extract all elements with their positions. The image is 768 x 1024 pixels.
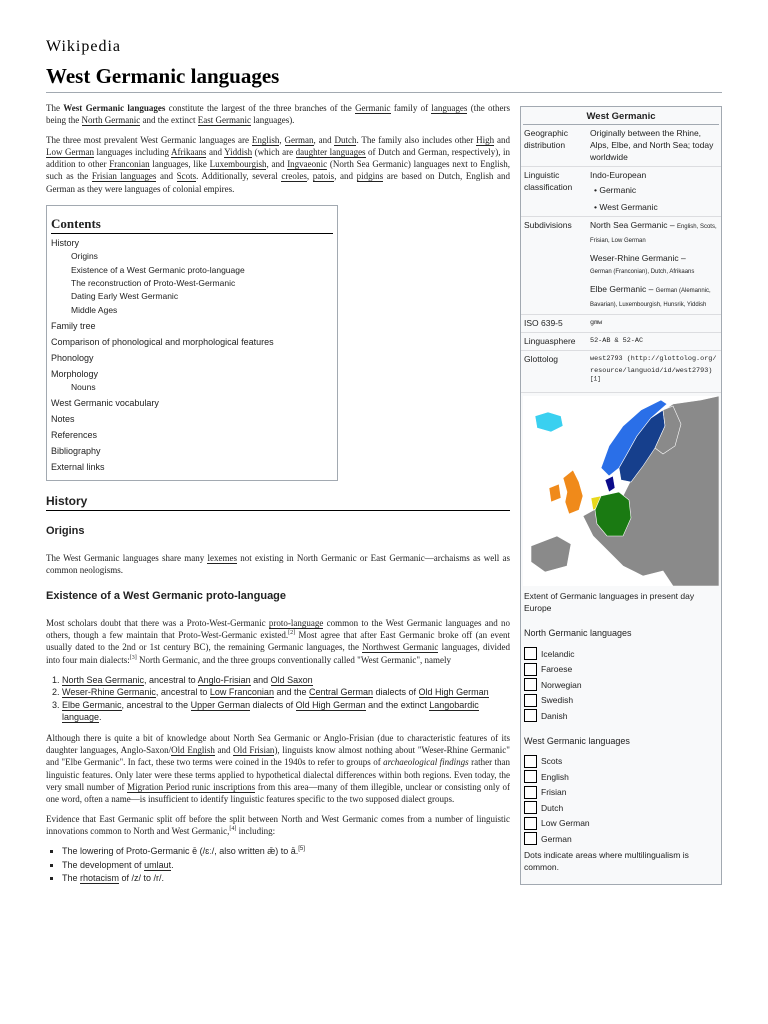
- link-pidgins[interactable]: pidgins: [356, 171, 384, 182]
- legend-swatch: [524, 817, 537, 830]
- legend-item: German: [521, 831, 721, 847]
- infobox-row-geography: [521, 125, 721, 167]
- innovation-list: [46, 845, 510, 886]
- infobox-label: Linguasphere: [524, 336, 576, 346]
- infobox-value: [590, 169, 718, 213]
- legend-item: Low German: [521, 816, 721, 832]
- infobox-label: Subdivisions: [524, 220, 572, 230]
- link-rhotacism[interactable]: rhotacism: [80, 873, 120, 884]
- link-old-frisian[interactable]: Old Frisian: [233, 745, 275, 756]
- toc-subitem[interactable]: The reconstruction of Proto-West-Germanic: [71, 277, 236, 288]
- link-old-saxon[interactable]: Old Saxon: [270, 674, 313, 685]
- infobox-row-glottolog: [521, 351, 721, 393]
- link-frisian-languages[interactable]: Frisian languages: [91, 171, 157, 182]
- link-franconian[interactable]: Franconian: [109, 159, 150, 170]
- legend-item: Icelandic: [521, 646, 721, 662]
- legend-swatch: [524, 694, 537, 707]
- infobox-row-subdivisions: [521, 217, 721, 315]
- existence-paragraph-3: Evidence that East Germanic split off before the split between North and West Germanic comes from a number of linguistic innovations common to North and West Germanic,[4] including:: [46, 813, 510, 836]
- toc-item[interactable]: Family tree: [51, 320, 96, 331]
- link-germanic[interactable]: • Germanic: [594, 185, 637, 195]
- section-heading-existence: Existence of a West Germanic proto-language: [46, 590, 287, 603]
- toc-item[interactable]: References: [51, 430, 98, 441]
- article-body: [46, 102, 510, 886]
- toc-item[interactable]: Morphology: [51, 368, 99, 379]
- infobox-value: [590, 219, 718, 311]
- legend-item: Faroese: [521, 662, 721, 678]
- legend-west: [521, 754, 721, 847]
- existence-paragraph-1: Most scholars doubt that there was a Proto-West-Germanic proto-language common to the West Germanic languages and no others, though a few maintain that Proto-West-Germanic existed.[2] Most agree that after East Germanic broke off (an event usually dated to the 2nd or 1st century BC), the remaining Germanic languages, the Northwest Germanic languages, divided into four main dialects:[3] North Germanic, and the three groups conventionally called "West Germanic", namely: [46, 617, 511, 665]
- legend-item: Danish: [521, 708, 721, 724]
- subdivision-weser-rhine[interactable]: Weser-Rhine Germanic – German (Franconian), Dutch, Afrikaans: [590, 253, 695, 275]
- legend-swatch: [524, 832, 537, 845]
- reference-3[interactable]: [3]: [129, 654, 137, 661]
- link-languages[interactable]: languages: [431, 103, 468, 113]
- list-item: 2. Weser-Rhine Germanic, ancestral to Low Franconian and the Central German dialects of Old High German: [62, 686, 510, 699]
- legend-item: Scots: [521, 754, 721, 770]
- list-item: ▪ The development of umlaut.: [62, 859, 510, 873]
- infobox: [520, 106, 722, 885]
- toc-item[interactable]: Notes: [51, 414, 75, 425]
- link-weser-rhine-germanic[interactable]: Weser-Rhine Germanic: [62, 687, 156, 698]
- intro-paragraph-2: The three most prevalent West Germanic languages are English, German, and Dutch. The family also includes other High and Low German languages including Afrikaans and Yiddish (which are daughter languages of Dutch and German, respectively), in addition to other Franconian languages, like Luxembourgish, and Ingvaeonic (North Sea Germanic) languages next to English, such as the Frisian languages and Scots. Additionally, several creoles, patois, and pidgins are based on Dutch, English and German as they were languages of colonial empires.: [46, 134, 511, 194]
- link-low-german[interactable]: Low German: [46, 146, 94, 157]
- link-old-english[interactable]: Old English: [171, 745, 215, 756]
- link-umlaut[interactable]: umlaut: [144, 859, 172, 870]
- reference-5[interactable]: [5]: [298, 846, 305, 853]
- toc-item[interactable]: External links: [51, 462, 105, 473]
- link-proto-language[interactable]: proto-language: [268, 617, 324, 628]
- intro-paragraph-1: The West Germanic languages constitute the largest of the three branches of the Germanic family of languages (the others being the North Germanic and the extinct East Germanic languages).: [46, 103, 510, 126]
- link-anglo-frisian[interactable]: Anglo-Frisian: [197, 674, 251, 685]
- infobox-label: Glottolog: [524, 354, 559, 364]
- title-divider: [46, 92, 722, 93]
- link-germanic[interactable]: Germanic: [355, 103, 391, 113]
- legend-footnote: Dots indicate areas where multilingualism is common.: [524, 849, 689, 872]
- toc-subitem[interactable]: Middle Ages: [71, 304, 118, 315]
- link-migration-period-runic-inscriptions[interactable]: Migration Period runic inscriptions: [127, 782, 256, 793]
- link-dutch[interactable]: Dutch: [334, 134, 357, 145]
- table-of-contents: [46, 205, 338, 481]
- toc-item[interactable]: Comparison of phonological and morphological features: [51, 336, 274, 347]
- infobox-label: Geographic distribution: [524, 128, 568, 150]
- toc-item[interactable]: Phonology: [51, 352, 94, 363]
- legend-item: Dutch: [521, 800, 721, 816]
- legend-swatch: [524, 801, 537, 814]
- dialect-list: [46, 674, 510, 724]
- list-item: 1. North Sea Germanic, ancestral to Anglo-Frisian and Old Saxon: [62, 674, 510, 687]
- reference-4[interactable]: [4]: [229, 825, 237, 832]
- subdivision-elbe[interactable]: Elbe Germanic – German (Alemannic, Bavarian), Luxembourgish, Hunsrik, Yiddish: [590, 284, 711, 308]
- link-daughter-languages[interactable]: daughter languages: [295, 146, 366, 157]
- infobox-row-iso: [521, 315, 721, 333]
- link-west-germanic[interactable]: • West Germanic: [594, 202, 658, 212]
- list-item: 3. Elbe Germanic, ancestral to the Upper German dialects of Old High German and the extinct Langobardic language.: [62, 699, 510, 724]
- legend-item: Frisian: [521, 785, 721, 801]
- legend-swatch: [524, 663, 537, 676]
- link-indo-european[interactable]: Indo-European: [590, 170, 647, 180]
- legend-item: English: [521, 769, 721, 785]
- infobox-value[interactable]: west2793 (http://glottolog.org/resource/languoid/id/west2793)[1]: [590, 355, 717, 383]
- legend-item: Norwegian: [521, 677, 721, 693]
- infobox-title: West Germanic: [523, 111, 719, 125]
- link-low-franconian[interactable]: Low Franconian: [209, 687, 274, 698]
- legend-item: Swedish: [521, 693, 721, 709]
- link-upper-german[interactable]: Upper German: [190, 699, 251, 710]
- infobox-row-classification: [521, 167, 721, 217]
- legend-swatch: [524, 786, 537, 799]
- link-elbe-germanic[interactable]: Elbe Germanic: [62, 699, 122, 710]
- infobox-label: Linguistic classification: [524, 170, 573, 192]
- link-north-germanic[interactable]: North Germanic: [81, 115, 141, 126]
- list-item: ▪ The lowering of Proto-Germanic ē (/ɛː/, also written ǣ) to ā.[5]: [62, 845, 510, 859]
- link-yiddish[interactable]: Yiddish: [224, 146, 253, 157]
- link-east-germanic[interactable]: East Germanic: [197, 115, 251, 126]
- infobox-value: gmw: [590, 319, 603, 327]
- link-afrikaans[interactable]: Afrikaans: [170, 146, 207, 157]
- legend-swatch: [524, 755, 537, 768]
- link-english[interactable]: English: [251, 134, 280, 145]
- infobox-value: 52-AB & 52-AC: [590, 337, 644, 345]
- legend-north-title: North Germanic languages: [524, 628, 632, 638]
- toc-item[interactable]: Bibliography: [51, 446, 101, 457]
- link-luxembourgish[interactable]: Luxembourgish: [209, 159, 267, 170]
- link-german[interactable]: German: [284, 134, 314, 145]
- reference-2[interactable]: [2]: [288, 629, 296, 636]
- toc-subitem[interactable]: Nouns: [71, 381, 96, 392]
- origins-paragraph: The West Germanic languages share many lexemes not existing in North Germanic or East Germanic—archaisms as well as common neologisms.: [46, 552, 510, 576]
- link-patois[interactable]: patois: [312, 171, 335, 182]
- link-high-german[interactable]: High: [476, 134, 495, 145]
- link-old-high-german[interactable]: Old High German: [418, 687, 489, 698]
- section-heading-history: History: [46, 495, 510, 511]
- legend-swatch: [524, 647, 537, 660]
- section-heading-origins: Origins: [46, 525, 85, 538]
- toc-subitem[interactable]: Existence of a West Germanic proto-language: [71, 264, 245, 275]
- link-central-german[interactable]: Central German: [308, 687, 374, 698]
- link-northwest-germanic[interactable]: Northwest Germanic: [362, 642, 439, 653]
- legend-west-title: West Germanic languages: [524, 735, 630, 746]
- toc-subitem[interactable]: Origins: [71, 251, 98, 262]
- link-creoles[interactable]: creoles: [281, 171, 307, 182]
- legend-swatch: [524, 678, 537, 691]
- link-ingvaeonic[interactable]: Ingvaeonic: [287, 159, 328, 170]
- toc-item[interactable]: West Germanic vocabulary: [51, 398, 159, 409]
- infobox-row-linguasphere: [521, 333, 721, 351]
- toc-subitem[interactable]: Dating Early West Germanic: [71, 291, 179, 302]
- link-lexemes[interactable]: lexemes: [207, 552, 237, 563]
- legend-swatch: [524, 709, 537, 722]
- legend-swatch: [524, 770, 537, 783]
- infobox-value: Originally between the Rhine, Alps, Elbe, and North Sea; today worldwide: [590, 128, 714, 162]
- existence-paragraph-2: Although there is quite a bit of knowledge about North Sea Germanic or Anglo-Frisian (due to characteristic features of its daughter languages, Anglo-Saxon/Old English and Old Frisian), linguists know almost nothing about "Weser-Rhine Germanic" and "Elbe Germanic". In fact, these two terms were coined in the 1940s to refer to groups of archaeological findings rather than linguistic features. Only later were these terms applied to hypothetical dialectal differences within both regions. Even today, the very small number of Migration Period runic inscriptions from this area—many of them illegible, unclear or consisting only of one word, often a name—is insufficient to identify linguistic features specific to the two supposed dialect groups.: [46, 732, 511, 805]
- toc-item[interactable]: History: [51, 238, 80, 249]
- wikipedia-logo[interactable]: Wikipedia: [46, 38, 121, 55]
- link-scots[interactable]: Scots: [176, 171, 197, 182]
- legend-north: [521, 646, 721, 724]
- page-title: West Germanic languages: [46, 64, 280, 88]
- europe-language-map: [523, 396, 719, 586]
- infobox-label: ISO 639-5: [524, 318, 563, 328]
- list-item: ▪ The rhotacism of /z/ to /r/.: [62, 872, 510, 886]
- subdivision-north-sea[interactable]: North Sea Germanic – English, Scots, Frisian, Low German: [590, 220, 717, 244]
- link-langobardic-language[interactable]: Langobardic language: [62, 699, 479, 723]
- link-old-high-german[interactable]: Old High German: [295, 699, 366, 710]
- toc-title: Contents: [51, 218, 333, 234]
- map-caption: Extent of Germanic languages in present day Europe: [524, 591, 695, 613]
- link-north-sea-germanic[interactable]: North Sea Germanic: [62, 674, 145, 685]
